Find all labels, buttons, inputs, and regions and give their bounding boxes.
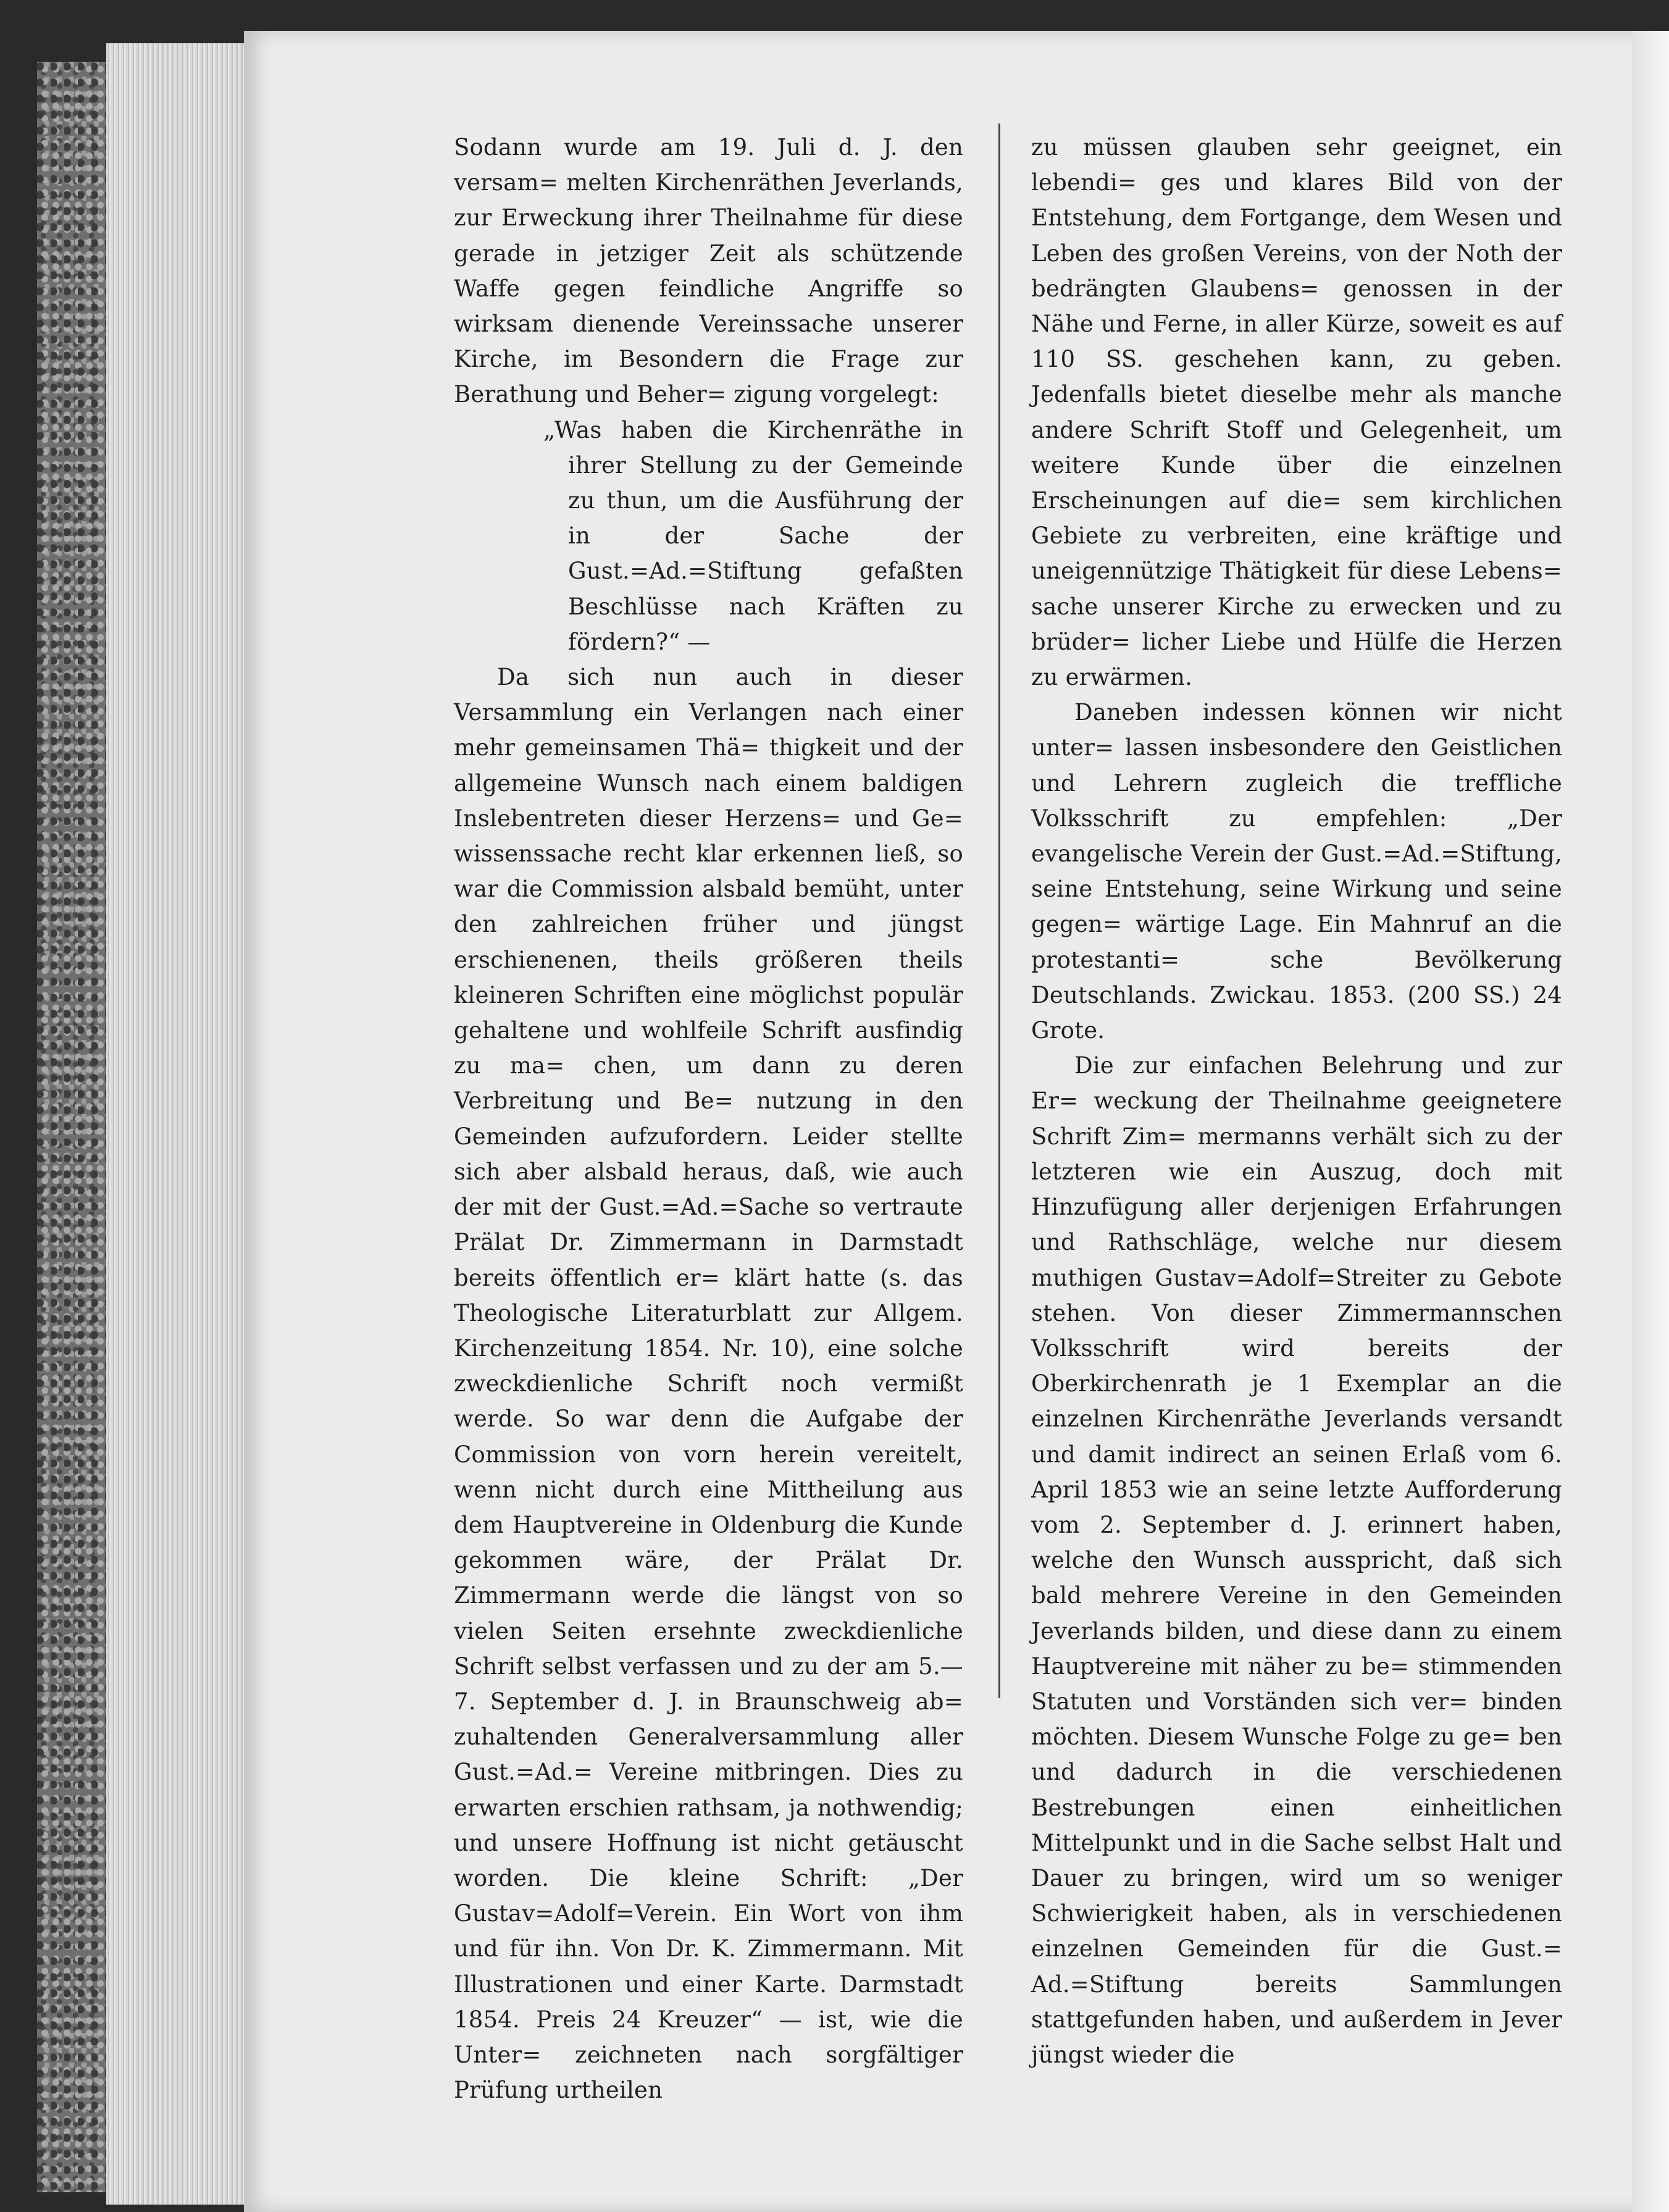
paragraph: Daneben indessen können wir nicht unter= lassen insbesondere den Geistlichen und Lehrern zugleich die treffliche Volksschrift zu empfehlen: „Der evangelische Verein der Gust.=Ad.=Stiftung, seine Entstehung, seine Wirkung und seine gegen= wärtige Lage. Ein Mahnruf an die protestanti= sche Bevölkerung Deutschlands. Zwickau. 1853. (200 SS.) 24 Grote.: [1031, 699, 1562, 1044]
book-cover-edge: [37, 62, 111, 2192]
left-text-column: [454, 130, 963, 2108]
page-stack: [106, 43, 248, 2205]
column-divider: [998, 124, 1000, 1698]
paragraph: Die zur einfachen Belehrung und zur Er= weckung der Theilnahme geeignetere Schrift Zim= mermanns verhält sich zu der letzteren wie ein Auszug, doch mit Hinzufügung aller derjenigen Erfahrungen und Rathschläge, welche nur diesem muthigen Gustav=Adolf=Streiter zu Gebote stehen. Von dieser Zimmermannschen Volksschrift wird bereits der Oberkirchenrath je 1 Exemplar an die einzelnen Kirchenräthe Jeverlands versandt und damit indirect an seinen Erlaß vom 6. April 1853 wie an seine letzte Aufforderung vom 2. September d. J. erinnert haben, welche den Wunsch ausspricht, daß sich bald mehrere Vereine in den Gemeinden Jeverlands bilden, und diese dann zu einem Hauptvereine mit näher zu be= stimmenden Statuten und Vorständen sich ver= binden möchten. Diesem Wunsche Folge zu ge= ben und dadurch in die verschiedenen Bestrebungen einen einheitlichen Mittelpunkt und in die Sache selbst Halt und Dauer zu bringen, wird um so weniger Schwierigkeit haben, als in verschiedenen einzelnen Gemeinden für die Gust.= Ad.=Stiftung bereits Sammlungen stattgefunden haben, und außerdem in Jever jüngst wieder die: [1031, 1052, 1562, 2068]
quoted-question: „Was haben die Kirchenräthe in ihrer Stellung zu der Gemeinde zu thun, um die Ausführung der in der Sache der Gust.=Ad.=Stiftung gefaßten Beschlüsse nach Kräften zu fördern?“ —: [543, 416, 963, 655]
page-edge: [1632, 31, 1669, 2212]
paragraph: zu müssen glauben sehr geeignet, ein lebendi= ges und klares Bild von der Entstehung, dem Fortgange, dem Wesen und Leben des großen Vereins, von der Noth der bedrängten Glaubens= genossen in der Nähe und Ferne, in aller Kürze, soweit es auf 110 SS. geschehen kann, zu geben. Jedenfalls bietet dieselbe mehr als manche andere Schrift Stoff und Gelegenheit, um weitere Kunde über die einzelnen Erscheinungen auf die= sem kirchlichen Gebiete zu verbreiten, eine kräftige und uneigennützige Thätigkeit für diese Lebens= sache unserer Kirche zu erwecken und zu brüder= licher Liebe und Hülfe die Herzen zu erwärmen.: [1031, 134, 1562, 691]
paragraph: Da sich nun auch in dieser Versammlung ein Verlangen nach einer mehr gemeinsamen Thä= thigkeit und der allgemeine Wunsch nach einem baldigen Inslebentreten dieser Herzens= und Ge= wissenssache recht klar erkennen ließ, so war die Commission alsbald bemüht, unter den zahlreichen früher und jüngst erschienenen, theils größeren theils kleineren Schriften eine möglichst populär gehaltene und wohlfeile Schrift ausfindig zu ma= chen, um dann zu deren Verbreitung und Be= nutzung in den Gemeinden aufzufordern. Leider stellte sich aber alsbald heraus, daß, wie auch der mit der Gust.=Ad.=Sache so vertraute Prälat Dr. Zimmermann in Darmstadt bereits öffentlich er= klärt hatte (s. das Theologische Literaturblatt zur Allgem. Kirchenzeitung 1854. Nr. 10), eine solche zweckdienliche Schrift noch vermißt werde. So war denn die Aufgabe der Commission von vorn herein vereitelt, wenn nicht durch eine Mittheilung aus dem Hauptvereine in Oldenburg die Kunde gekommen wäre, der Prälat Dr. Zimmermann werde die längst von so vielen Seiten ersehnte zweckdienliche Schrift selbst verfassen und zu der am 5.—7. September d. J. in Braunschweig ab= zuhaltenden Generalversammlung aller Gust.=Ad.= Vereine mitbringen. Dies zu erwarten erschien rathsam, ja nothwendig; und unsere Hoffnung ist nicht getäuscht worden. Die kleine Schrift: „Der Gustav=Adolf=Verein. Ein Wort von ihm und für ihn. Von Dr. K. Zimmermann. Mit Illustrationen und einer Karte. Darmstadt 1854. Preis 24 Kreuzer“ — ist, wie die Unter= zeichneten nach sorgfältiger Prüfung urtheilen: [454, 664, 963, 2104]
right-text-column: [1031, 130, 1562, 2072]
paragraph: Sodann wurde am 19. Juli d. J. den versam= melten Kirchenräthen Jeverlands, zur Erweckung ihrer Theilnahme für diese gerade in jetziger Zeit als schützende Waffe gegen feindliche Angriffe so wirksam dienende Vereinssache unserer Kirche, im Besondern die Frage zur Berathung und Beher= zigung vorgelegt:: [454, 134, 963, 408]
